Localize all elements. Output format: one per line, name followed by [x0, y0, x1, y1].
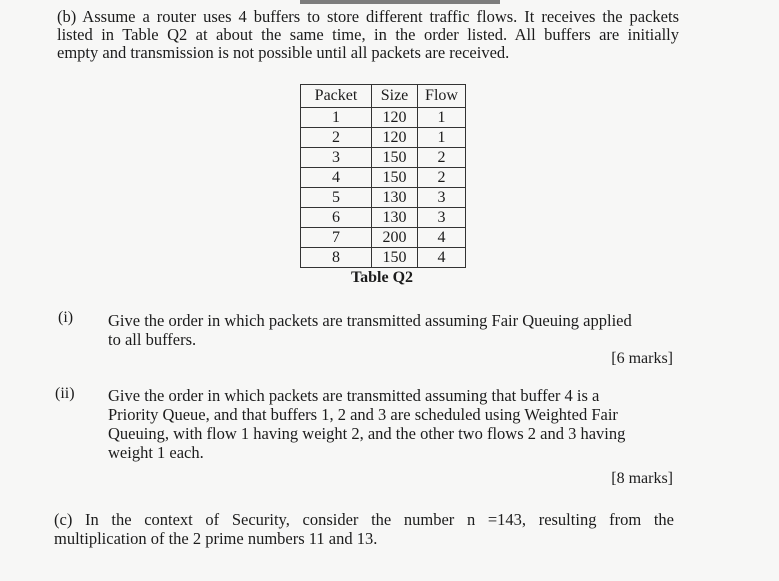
cell-flow: 2: [418, 148, 466, 168]
question-ii-text: [108, 386, 678, 462]
table-row: [301, 208, 466, 228]
table-q2: [300, 84, 466, 268]
cell-packet: 2: [301, 128, 372, 148]
question-i-line-2: to all buffers.: [108, 330, 197, 349]
question-b-intro: [57, 8, 679, 62]
question-label-i: (i): [58, 309, 74, 326]
question-ii-line-2: Priority Queue, and that buffers 1, 2 and 3 are scheduled using Weighted Fair: [108, 405, 618, 424]
question-label-ii: (ii): [55, 385, 75, 402]
question-ii-line-4: weight 1 each.: [108, 443, 204, 462]
cell-packet: 5: [301, 188, 372, 208]
cell-packet: 7: [301, 228, 372, 248]
intro-line-1: (b) Assume a router uses 4 buffers to store different traffic flows. It receives the packets: [57, 7, 679, 26]
table-row: [301, 248, 466, 268]
table-row: [301, 108, 466, 128]
table-header-row: [301, 85, 466, 108]
cell-flow: 2: [418, 168, 466, 188]
table-row: [301, 228, 466, 248]
cell-size: 130: [372, 208, 418, 228]
intro-line-2: listed in Table Q2 at about the same time, in the order listed. All buffers are initially: [57, 25, 679, 44]
table-row: [301, 128, 466, 148]
column-header-size: Size: [372, 85, 418, 108]
question-c-line-1: (c) In the context of Security, consider the number n =143, resulting from the: [54, 510, 674, 529]
cell-packet: 3: [301, 148, 372, 168]
question-ii-line-1: Give the order in which packets are transmitted assuming that buffer 4 is a: [108, 386, 600, 405]
intro-line-3: empty and transmission is not possible until all packets are received.: [57, 43, 510, 62]
cell-size: 120: [372, 128, 418, 148]
cell-packet: 6: [301, 208, 372, 228]
marks-ii: [8 marks]: [611, 470, 673, 487]
table-row: [301, 188, 466, 208]
table-row: [301, 148, 466, 168]
column-header-packet: Packet: [301, 85, 372, 108]
cell-flow: 4: [418, 228, 466, 248]
question-c-text: [54, 510, 674, 548]
cell-packet: 1: [301, 108, 372, 128]
column-header-flow: Flow: [418, 85, 466, 108]
cell-packet: 8: [301, 248, 372, 268]
cell-size: 130: [372, 188, 418, 208]
table-row: [301, 168, 466, 188]
cell-flow: 1: [418, 108, 466, 128]
cell-size: 200: [372, 228, 418, 248]
cell-flow: 1: [418, 128, 466, 148]
top-scroll-indicator: [300, 0, 500, 4]
question-i-line-1: Give the order in which packets are transmitted assuming Fair Queuing applied: [108, 311, 632, 330]
cell-size: 150: [372, 248, 418, 268]
cell-size: 150: [372, 168, 418, 188]
marks-i: [6 marks]: [611, 350, 673, 367]
cell-flow: 3: [418, 188, 466, 208]
cell-size: 120: [372, 108, 418, 128]
cell-size: 150: [372, 148, 418, 168]
cell-packet: 4: [301, 168, 372, 188]
cell-flow: 4: [418, 248, 466, 268]
table-caption: Table Q2: [350, 269, 414, 286]
question-i-text: [108, 311, 678, 349]
question-c-line-2: multiplication of the 2 prime numbers 11 and 13.: [54, 529, 378, 548]
cell-flow: 3: [418, 208, 466, 228]
question-ii-line-3: Queuing, with flow 1 having weight 2, and the other two flows 2 and 3 having: [108, 424, 626, 443]
